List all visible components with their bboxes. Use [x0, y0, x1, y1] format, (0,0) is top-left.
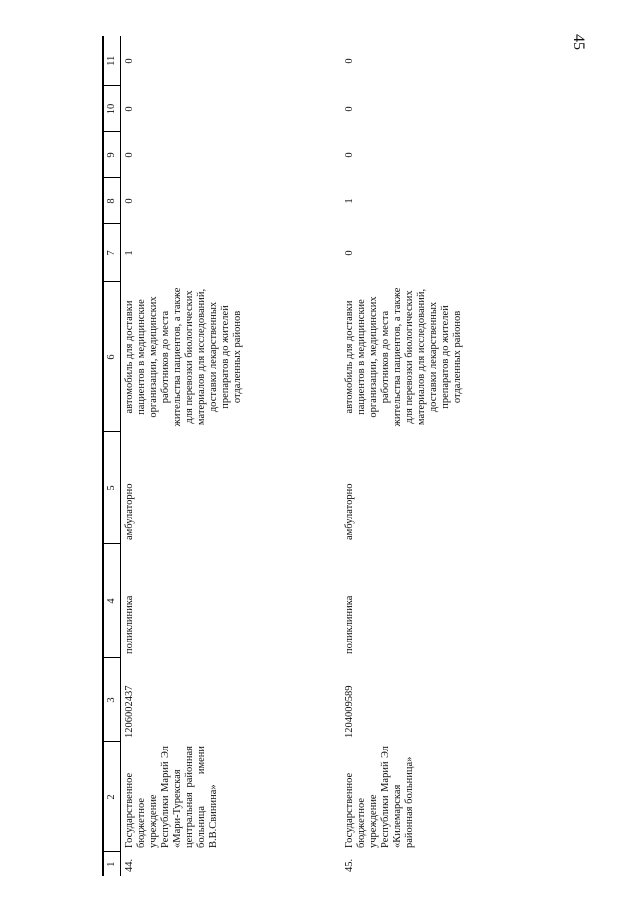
row-number: 45.	[343, 858, 355, 872]
institution-name: Государственное бюджетное учреждение Республики Марий Эл «Килемарская районная больница»	[343, 746, 415, 848]
column-header: 6	[104, 282, 121, 432]
table-header-row	[104, 36, 121, 876]
table-row	[121, 36, 341, 876]
table-row	[341, 36, 525, 876]
page-number: 45	[570, 34, 587, 50]
column-header: 9	[104, 132, 121, 178]
data-table	[103, 36, 525, 876]
column-header: 11	[104, 36, 121, 86]
count-cell: 1	[343, 198, 355, 204]
row-number: 44.	[124, 858, 135, 872]
column-header: 2	[104, 742, 121, 852]
count-cell: 0	[124, 58, 135, 64]
column-header: 3	[104, 658, 121, 742]
unit-type-cell: поликлиника	[124, 595, 135, 654]
care-mode-cell: амбулаторно	[343, 483, 355, 540]
column-header: 7	[104, 224, 121, 282]
column-header: 1	[104, 852, 121, 876]
care-mode-cell: амбулаторно	[124, 483, 135, 540]
count-cell: 0	[343, 152, 355, 158]
institution-name: Государственное бюджетное учреждение Республики Марий Эл «Мари-Турекская центральная районная больница имени В.В.Свинина»	[124, 746, 219, 848]
vehicle-purpose-cell: автомобиль для доставки пациентов в медицинские организации, медицинских работников до места жительства пациентов, а также для перевозки биологических материалов для исследований, доставки лекарственных препаратов до жителей отдаленных районов	[124, 287, 243, 427]
column-header: 4	[104, 544, 121, 658]
inn-cell: 1204009589	[343, 685, 355, 738]
count-cell: 0	[124, 106, 135, 112]
count-cell: 1	[124, 250, 135, 256]
column-header: 5	[104, 432, 121, 544]
count-cell: 0	[343, 250, 355, 256]
count-cell: 0	[343, 106, 355, 112]
rotated-table-page	[102, 36, 522, 876]
column-header: 8	[104, 178, 121, 224]
count-cell: 0	[124, 198, 135, 204]
inn-cell: 1206002437	[124, 685, 135, 738]
column-header: 10	[104, 86, 121, 132]
unit-type-cell: поликлиника	[343, 595, 355, 654]
count-cell: 0	[343, 58, 355, 64]
vehicle-purpose-cell: автомобиль для доставки пациентов в медицинские организации, медицинских работников до места жительства пациентов, а также для перевозки биологических материалов для исследований, доставки лекарственных препаратов до жителей отдаленных районов	[343, 287, 463, 427]
count-cell: 0	[124, 152, 135, 158]
